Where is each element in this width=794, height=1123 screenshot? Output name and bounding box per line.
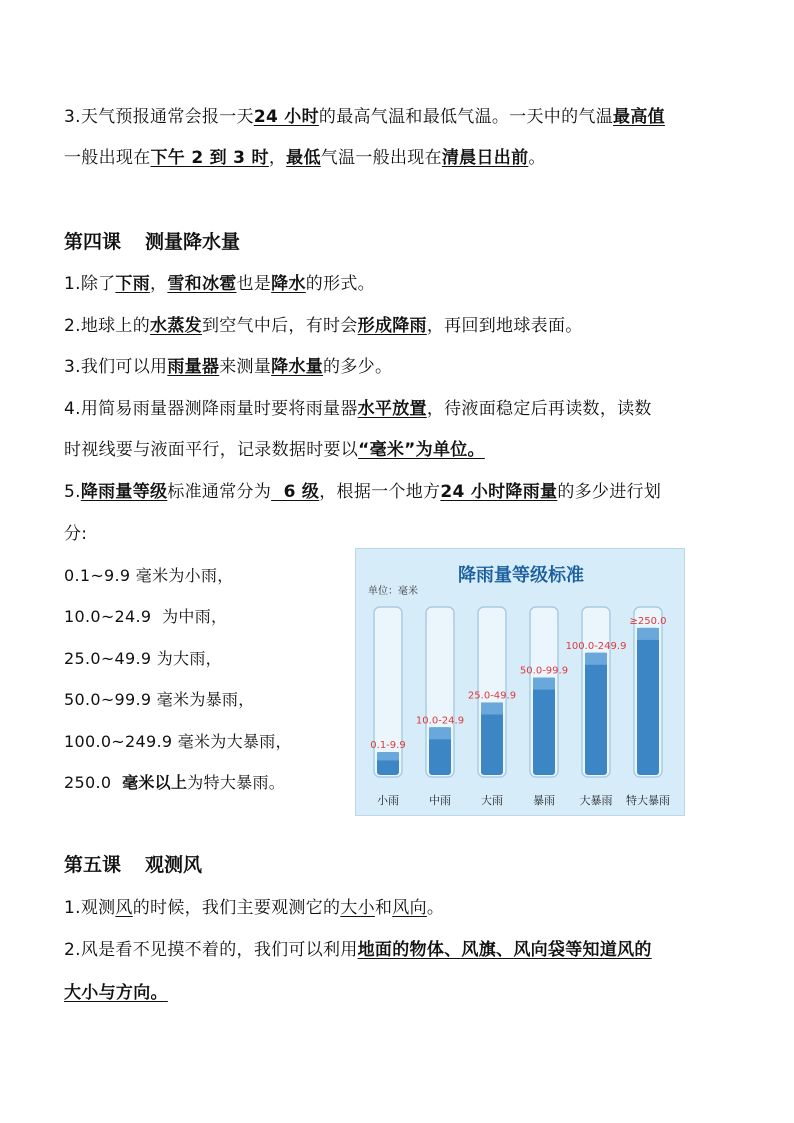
keyword: 大小与方向。 — [64, 983, 168, 1003]
text: 的多少进行划 — [557, 482, 662, 502]
text: 1.除了 — [64, 274, 116, 294]
weather-forecast-line-2 — [64, 146, 546, 170]
level-list-item — [64, 564, 234, 588]
text: 3.我们可以用 — [64, 357, 168, 377]
text: ，待液面稳定后再读数，读数 — [426, 399, 652, 419]
data-label: 0.1-9.9 — [370, 740, 406, 752]
level-list-item — [64, 730, 292, 754]
rainfall-level-chart — [355, 548, 685, 816]
text: 5. — [64, 482, 81, 502]
text: 25.0~49.9 为大雨， — [64, 649, 222, 668]
lesson-number: 第五课 — [64, 854, 122, 876]
data-label: 100.0-249.9 — [565, 640, 627, 652]
lesson4-item-5-line-2 — [64, 522, 87, 546]
keyword: “毫米”为单位。 — [358, 440, 485, 460]
lesson5-heading — [64, 852, 202, 878]
category-label: 特大暴雨 — [626, 794, 670, 807]
keyword: 毫米以上 — [122, 773, 188, 792]
keyword: 24 小时 — [253, 107, 319, 127]
category-label: 暴雨 — [533, 794, 555, 807]
bar-top — [429, 727, 451, 739]
text: 的时候，我们主要观测它的 — [132, 898, 341, 918]
keyword: 6 级 — [271, 482, 320, 502]
bar-top — [585, 653, 607, 665]
bar-top — [637, 628, 659, 640]
level-list-item — [64, 688, 255, 712]
data-label: 25.0-49.9 — [467, 690, 517, 702]
text: 到空气中后，有时会 — [201, 316, 358, 336]
bar-top — [481, 702, 503, 714]
data-label: 10.0-24.9 — [415, 715, 465, 727]
text: 来测量 — [219, 357, 272, 377]
text: ，再回到地球表面。 — [426, 316, 583, 336]
text: 和 — [374, 898, 393, 918]
keyword: 24 小时降雨量 — [440, 482, 558, 502]
chart-title: 降雨量等级标准 — [458, 565, 584, 586]
text: 250.0 — [64, 773, 123, 792]
lesson4-item-1 — [64, 272, 375, 296]
category-label: 大暴雨 — [579, 794, 613, 807]
lesson-title: 测量降水量 — [145, 231, 241, 253]
lesson-title: 观测风 — [145, 854, 203, 876]
text: 2.地球上的 — [64, 316, 151, 336]
text: 为特大暴雨。 — [187, 773, 286, 792]
bar — [637, 628, 659, 775]
keyword: 形成降雨 — [357, 316, 427, 336]
tube — [374, 607, 402, 777]
lesson4-item-2 — [64, 314, 583, 338]
keyword: 最高值 — [613, 107, 665, 127]
bar-top — [533, 678, 555, 690]
chart-canvas — [356, 549, 686, 817]
text: 的最高气温和最低气温。一天中的气温 — [318, 107, 614, 127]
text: 时视线要与液面平行，记录数据时要以 — [64, 440, 359, 460]
text: 10.0~24.9 为中雨， — [64, 607, 228, 626]
chart-unit-label: 单位：毫米 — [368, 586, 418, 597]
text: 0.1~9.9 毫米为小雨， — [64, 566, 234, 585]
keyword: 降水 — [271, 274, 306, 294]
text: 气温一般出现在 — [320, 148, 442, 168]
lesson5-item-2-line-1 — [64, 938, 652, 962]
text: 4.用简易雨量器测降雨量时要将雨量器 — [64, 399, 358, 419]
text: 一般出现在 — [64, 148, 151, 168]
text: 。 — [426, 898, 445, 918]
keyword: 清晨日出前 — [441, 148, 529, 168]
text: ， — [150, 274, 168, 294]
lesson5-item-1 — [64, 896, 444, 920]
text: 。 — [528, 148, 546, 168]
lesson4-item-4-line-2 — [64, 438, 485, 462]
keyword: 下雨 — [115, 274, 151, 294]
keyword: 风向 — [392, 898, 427, 918]
weather-forecast-line-1 — [64, 105, 665, 129]
text: 标准通常分为 — [167, 482, 272, 502]
text: ， — [268, 148, 287, 168]
level-list-item — [64, 605, 227, 629]
text: 1.观测 — [64, 898, 116, 918]
keyword: 水蒸发 — [150, 316, 202, 336]
text: 也是 — [236, 274, 272, 294]
text: 分: — [64, 524, 88, 544]
bar — [585, 653, 607, 775]
text: 的形式。 — [305, 274, 375, 294]
lesson4-heading — [64, 229, 240, 255]
category-label: 大雨 — [481, 794, 503, 807]
keyword: 地面的物体、风旗、风向袋等知道风的 — [357, 940, 652, 960]
text: 的多少。 — [323, 357, 393, 377]
bar — [533, 678, 555, 775]
keyword: 下午 2 到 3 时 — [150, 148, 269, 168]
category-label: 小雨 — [377, 794, 399, 807]
lesson4-item-4-line-1 — [64, 397, 652, 421]
lesson4-item-5-line-1 — [64, 480, 661, 504]
keyword: 降雨量等级 — [80, 482, 168, 502]
text: 2.风是看不见摸不着的，我们可以利用 — [64, 940, 358, 960]
data-label: 50.0-99.9 — [519, 665, 569, 677]
text: 50.0~99.9 毫米为暴雨， — [64, 690, 255, 709]
keyword: 最低 — [286, 148, 321, 168]
bar-top — [377, 752, 399, 760]
keyword: 雨量器 — [167, 357, 220, 377]
lesson4-item-3 — [64, 355, 392, 379]
text: ，根据一个地方 — [319, 482, 441, 502]
level-list-item — [64, 647, 222, 671]
lesson-number: 第四课 — [64, 231, 122, 253]
keyword: 大小 — [340, 898, 375, 918]
category-label: 中雨 — [429, 794, 451, 807]
keyword: 降水量 — [271, 357, 324, 377]
text: 3.天气预报通常会报一天 — [64, 107, 254, 127]
keyword: 风 — [115, 898, 133, 918]
lesson5-item-2-line-2 — [64, 981, 168, 1005]
keyword: 水平放置 — [357, 399, 427, 419]
data-label: ≥250.0 — [629, 615, 667, 627]
text: 100.0~249.9 毫米为大暴雨， — [64, 732, 292, 751]
level-list-item — [64, 771, 285, 795]
keyword: 雪和冰雹 — [167, 274, 237, 294]
